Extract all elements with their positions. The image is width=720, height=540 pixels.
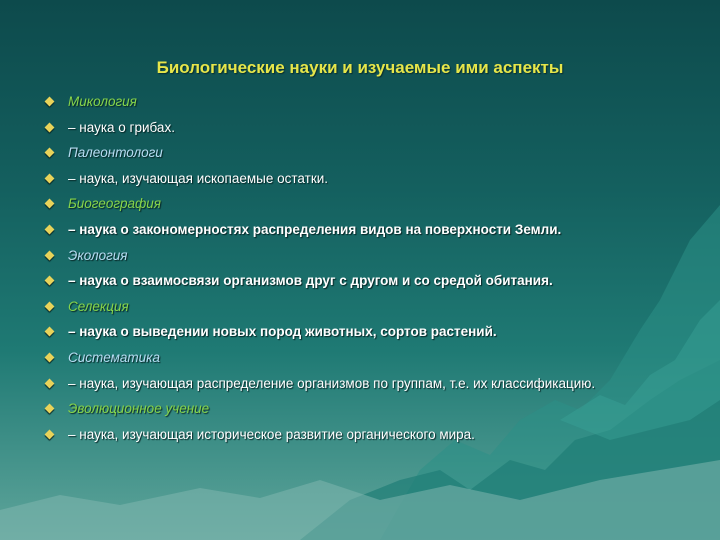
diamond-bullet-icon (45, 173, 55, 183)
term-description: – наука о взаимосвязи организмов друг с другом и со средой обитания. (68, 273, 553, 289)
diamond-bullet-icon (45, 404, 55, 414)
diamond-bullet-icon (45, 199, 55, 209)
term-label: Микология (68, 94, 137, 109)
term-description: – наука о закономерностях распределения видов на поверхности Земли. (68, 221, 562, 237)
term-label: Палеонтологи (68, 145, 163, 161)
diamond-bullet-icon (45, 301, 55, 311)
term-label: Селекция (68, 298, 129, 314)
list-item (44, 401, 664, 417)
term-description: – наука, изучающая ископаемые остатки. (68, 170, 329, 186)
list-item (44, 376, 664, 392)
list-item (44, 350, 664, 366)
diamond-bullet-icon (45, 225, 55, 235)
bullet-list (44, 94, 664, 452)
list-item (44, 222, 664, 238)
list-item (44, 120, 664, 136)
diamond-bullet-icon (45, 250, 55, 260)
diamond-bullet-icon (45, 429, 55, 439)
list-item (44, 94, 664, 110)
term-label: Эволюционное учение (68, 401, 210, 417)
diamond-bullet-icon (45, 276, 55, 286)
diamond-bullet-icon (45, 148, 55, 158)
term-label: Биогеография (68, 196, 161, 212)
diamond-bullet-icon (45, 97, 55, 107)
diamond-bullet-icon (45, 352, 55, 362)
list-item (44, 324, 664, 340)
term-description: – наука, изучающая распределение организмов по группам, т.е. их классификацию. (68, 375, 596, 391)
term-label: Систематика (68, 349, 161, 365)
diamond-bullet-icon (45, 378, 55, 388)
term-label: Экология (68, 247, 128, 263)
list-item (44, 171, 664, 187)
term-description: – наука, изучающая историческое развитие органического мира. (68, 426, 475, 442)
term-description: – наука о выведении новых пород животных, сортов растений. (68, 324, 497, 340)
diamond-bullet-icon (45, 327, 55, 337)
slide-title: Биологические науки и изучаемые ими аспекты (156, 58, 564, 77)
list-item (44, 196, 664, 212)
list-item (44, 145, 664, 161)
term-description: – наука о грибах. (68, 119, 175, 135)
list-item (44, 299, 664, 315)
list-item (44, 427, 664, 443)
list-item (44, 273, 664, 289)
list-item (44, 248, 664, 264)
diamond-bullet-icon (45, 122, 55, 132)
